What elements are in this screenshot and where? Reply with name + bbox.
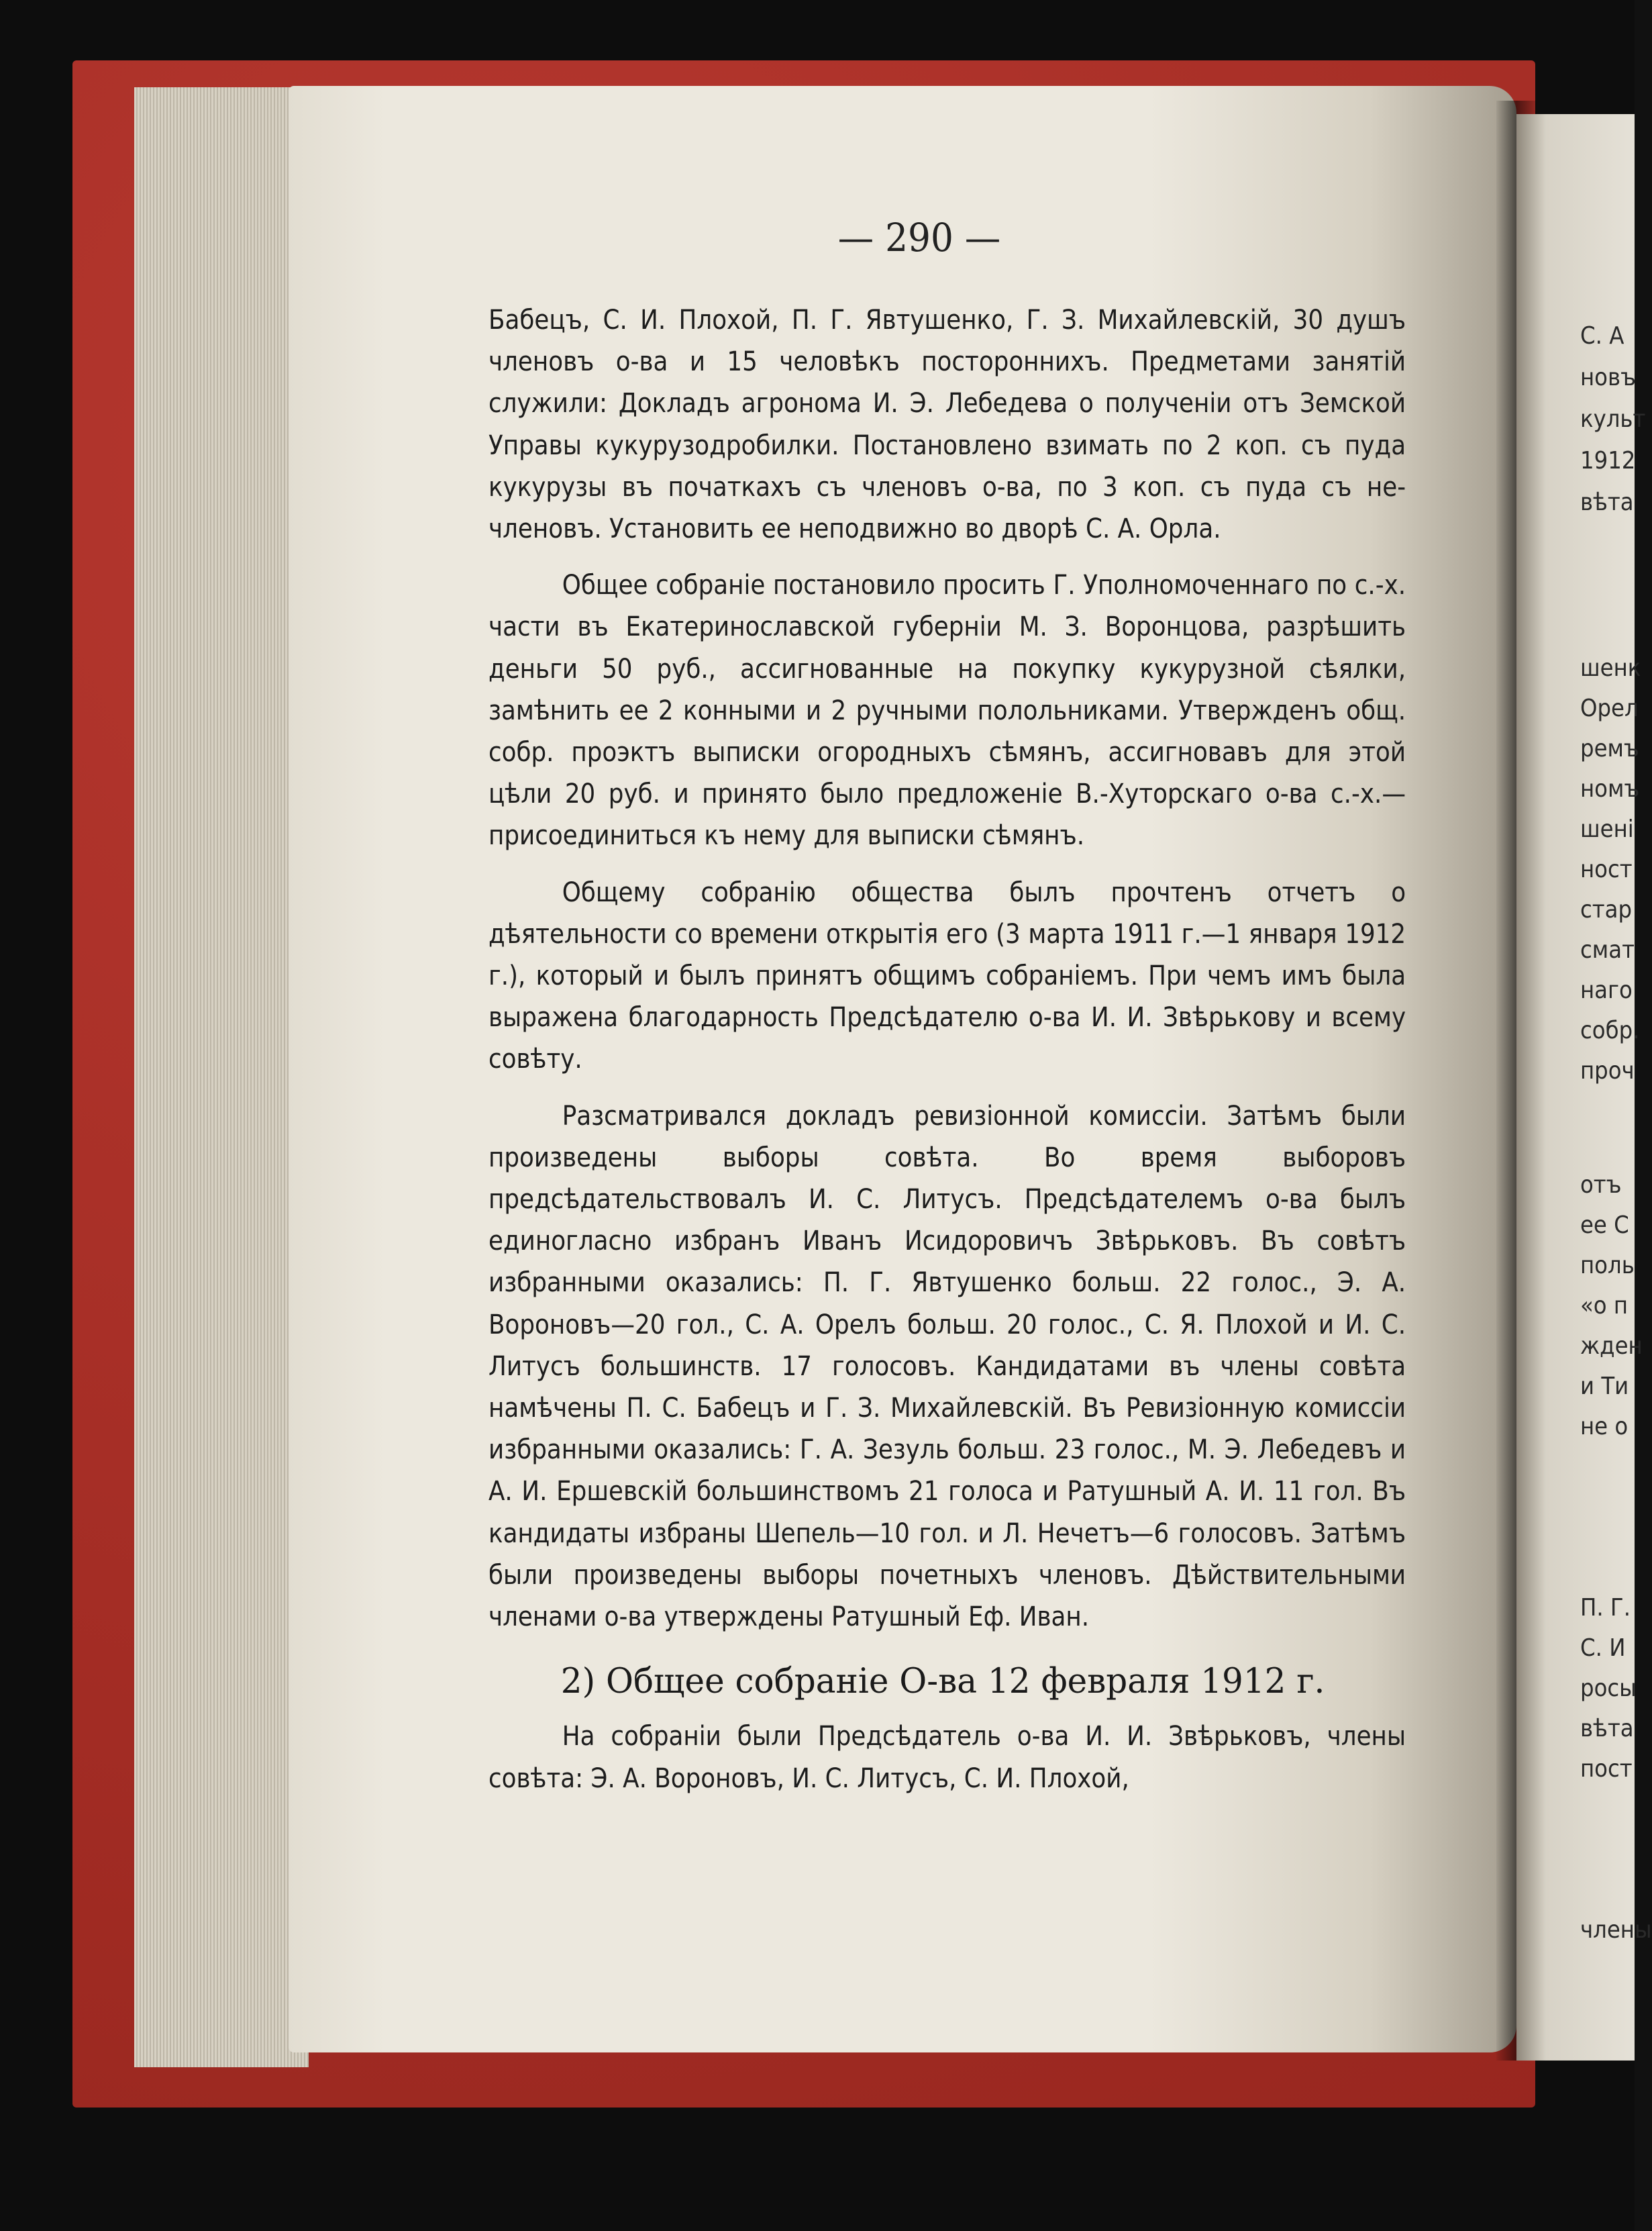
- right-page-line: П. Г.: [1580, 1594, 1631, 1622]
- right-page-line: культ: [1580, 405, 1646, 433]
- right-page-line: С. И: [1580, 1634, 1626, 1662]
- right-page-line: шенк: [1580, 654, 1641, 682]
- right-page-line: росы: [1580, 1675, 1637, 1702]
- right-page-line: члены: [1580, 1916, 1652, 1944]
- right-page-line: вѣта: [1580, 1715, 1634, 1742]
- right-page-line: проч: [1580, 1057, 1635, 1085]
- right-page-line: новъ: [1580, 364, 1636, 391]
- paragraph-2: Общее собраніе постановило просить Г. Уполномоченнаго по с.-х. части въ Екатеринославской губерніи М. З. Воронцова, разрѣшить деньги 50 руб., ассигнованные на покупку кукурузной сѣялки, замѣнить ее 2 конными и 2 ручными полольниками. Утвержденъ общ. собр. проэктъ выписки огородныхъ сѣмянъ, ассигновавъ для этой цѣли 20 руб. и принято было предложеніе В.-Хуторскаго о-ва с.-х.—присоединиться къ нему для выписки сѣмянъ.: [488, 568, 1406, 852]
- paragraph-4: Разсматривался докладъ ревизіонной комиссіи. Затѣмъ были произведены выборы совѣта. Во время выборовъ предсѣдательствовалъ И. С. Литусъ. Предсѣдателемъ о-ва былъ единогласно избранъ Иванъ Исидоровичъ Звѣрьковъ. Въ совѣтъ избранными оказались: П. Г. Явтушенко больш. 22 голос., Э. А. Вороновъ—20 гол., С. А. Орелъ больш. 20 голос., С. Я. Плохой и И. С. Литусъ большинств. 17 голосовъ. Кандидатами въ члены совѣта намѣчены П. С. Бабецъ и Г. З. Михайлевскій. Въ Ревизіонную комиссіи избранными оказались: Г. А. Зезуль больш. 23 голос., М. Э. Лебедевъ и А. И. Ершевскій большинствомъ 21 голоса и Ратушный А. И. 11 гол. Въ кандидаты избраны Шепель—10 гол. и Л. Нечетъ—6 голосовъ. Затѣмъ были произведены выборы почетныхъ членовъ. Дѣйствительными членами о-ва утверждены Ратушный Еф. Иван.: [488, 1099, 1406, 1633]
- right-page-line: ност: [1580, 856, 1633, 883]
- page-text: [488, 299, 1406, 1814]
- right-page-line: стар: [1580, 896, 1633, 924]
- paragraph-1: Бабецъ, С. И. Плохой, П. Г. Явтушенко, Г. З. Михайлевскій, 30 душъ членовъ о-ва и 15 человѣкъ постороннихъ. Предметами занятій служили: Докладъ агронома И. Э. Лебедева о полученіи отъ Земской Управы кукурузодробилки. Постановлено взимать по 2 коп. съ пуда кукурузы въ початкахъ съ членовъ о-ва, по 3 коп. съ пуда съ не-членовъ. Установить ее неподвижно во дворѣ С. А. Орла.: [488, 303, 1406, 545]
- right-page-line: и Ти: [1580, 1373, 1629, 1400]
- right-page-line: ее С: [1580, 1211, 1629, 1239]
- right-page-line: жден: [1580, 1332, 1643, 1360]
- right-page-line: «о п: [1580, 1292, 1629, 1320]
- page-edges: [134, 87, 309, 2067]
- right-page-line: поль: [1580, 1252, 1635, 1279]
- right-page-line: не о: [1580, 1413, 1629, 1440]
- right-page-line: номъ: [1580, 775, 1640, 803]
- right-page-line: смат: [1580, 936, 1635, 964]
- right-page-line: С. А: [1580, 322, 1624, 350]
- right-page-line: собр.: [1580, 1017, 1640, 1044]
- right-page-line: отъ: [1580, 1171, 1622, 1199]
- right-page-line: 1912: [1580, 447, 1636, 475]
- right-page-line: вѣта: [1580, 489, 1634, 516]
- right-page-line: шені: [1580, 815, 1634, 843]
- right-page-line: наго: [1580, 977, 1633, 1004]
- right-page-line: пост: [1580, 1755, 1633, 1783]
- page-number: — 290 —: [837, 215, 1001, 260]
- section-heading: 2) Общее собраніе О-ва 12 февраля 1912 г.: [560, 1662, 1325, 1702]
- paragraph-3: Общему собранію общества былъ прочтенъ отчетъ о дѣятельности со времени открытія его (3 марта 1911 г.—1 января 1912 г.), который и былъ принятъ общимъ собраніемъ. При чемъ имъ была выражена благодарность Предсѣдателю о-ва И. И. Звѣрькову и всему совѣту.: [488, 875, 1406, 1075]
- right-page-line: Орел: [1580, 695, 1639, 722]
- paragraph-5: На собраніи были Предсѣдатель о-ва И. И. Звѣрьковъ, члены совѣта: Э. А. Вороновъ, И. С. Литусъ, С. И. Плохой,: [488, 1720, 1406, 1794]
- right-page-line: ремъ: [1580, 735, 1639, 762]
